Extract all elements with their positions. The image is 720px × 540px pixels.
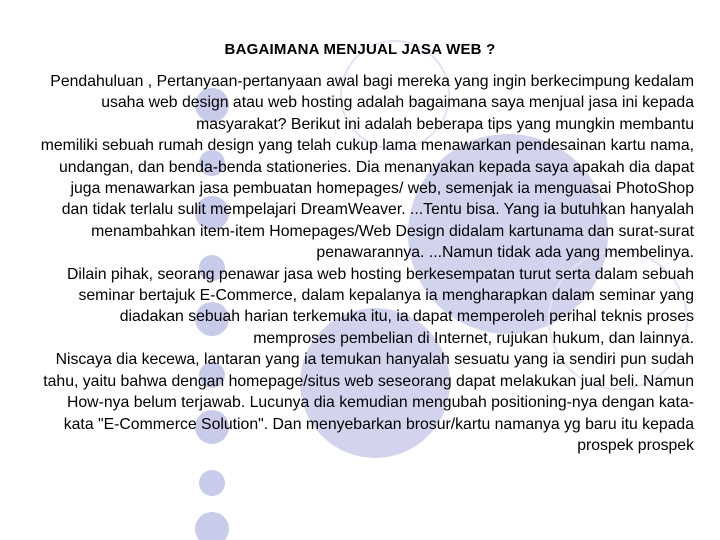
body-text <box>40 71 694 456</box>
paragraph-hosting-seminar: Dilain pihak, seorang penawar jasa web hosting berkesempatan turut serta dalam sebuah seminar bertajuk E-Commerce, dalam kepalanya ia mengharapkan dalam seminar yang diadakan sebuah harian terkemuka itu, ia dapat memperoleh perihal teknis proses memproses pembelian di Internet, rujukan hukum, dan lainnya. <box>67 265 694 347</box>
page-title: BAGAIMANA MENJUAL JASA WEB ? <box>224 41 496 58</box>
paragraph-disappointment: Niscaya dia kecewa, lantaran yang ia temukan hanyalah sesuatu yang ia sendiri pun sudah tahu, yaitu bahwa dengan homepage/situs web seseorang dapat melakukan jual beli. Namun How-nya belum terjawab. Lucunya dia kemudian mengubah positioning-nya dengan kata-kata "E-Commerce Solution". Dan menyebarkan brosur/kartu namanya yg baru itu kepada prospek prospek <box>43 351 694 454</box>
paragraph-intro: Pendahuluan , Pertanyaan-pertanyaan awal bagi mereka yang ingin berkecimpung kedalam usaha web design atau web hosting adalah bagaimana saya menjual jasa ini kepada masyarakat? Berikut ini adalah beberapa tips yang mungkin membantu <box>50 73 694 133</box>
decorative-dot <box>195 512 229 540</box>
decorative-dot <box>199 470 225 496</box>
paragraph-design-house: memiliki sebuah rumah design yang telah cukup lama menawarkan pendesainan kartu nama, undangan, dan benda-benda stationeries. Dia menanyakan kepada saya apakah dia dapat juga menawarkan jasa pembuatan homepages/ web, semenjak ia menguasai PhotoShop dan tidak terlalu sulit mempelajari DreamWeaver. ...Tentu bisa. Yang ia butuhkan hanyalah menambahkan item-item Homepages/Web Design didalam kartunama dan surat-surat penawarannya. ...Namun tidak ada yang membelinya. <box>40 137 694 262</box>
